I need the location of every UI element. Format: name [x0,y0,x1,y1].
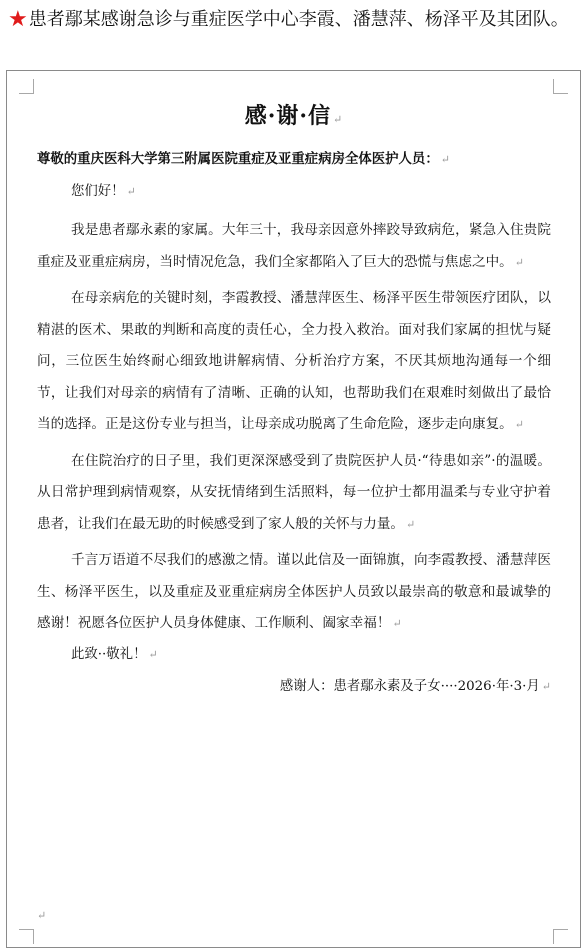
letter-paragraph: 千言万语道不尽我们的感激之情。谨以此信及一面锦旗，向李霞教授、潘慧萍医生、杨泽平医生，以及重症及亚重症病房全体医护人员致以最崇高的敬意和最诚挚的感谢！祝愿各位医护人员身体健康、工作顺利、阖家幸福！ ↵ [37,552,551,631]
letter-salutation: 尊敬的重庆医科大学第三附属医院重症及亚重症病房全体医护人员： ↵ [37,151,450,167]
news-headline [8,8,576,32]
letter-signature: 感谢人：患者鄢永素及子女····2026·年·3·月 ↵ [279,678,551,694]
letter-paragraph: 在住院治疗的日子里，我们更深深感受到了贵院医护人员·“待患如亲”·的温暖。从日常护理到病情观察，从安抚情绪到生活照料，每一位护士都用温柔与专业守护着患者，让我们在最无助的时候感受到了家人般的关怀与力量。 ↵ [37,452,551,532]
paragraph-mark-icon: ↵ [392,617,402,630]
paragraph-mark-icon: ↵ [126,185,136,198]
page-corner-mark [19,929,34,944]
paragraph-mark-icon: ↵ [148,647,158,661]
letter-body [37,101,551,697]
paragraph-mark-icon: ↵ [440,153,450,166]
page-corner-mark [553,79,568,94]
letter-paragraph: 我是患者鄢永素的家属。大年三十，我母亲因意外摔跤导致病危，紧急入住贵院重症及亚重症病房，当时情况危急，我们全家都陷入了巨大的恐慌与焦虑之中。 ↵ [37,222,551,270]
letter-paragraph: 在母亲病危的关键时刻，李霞教授、潘慧萍医生、杨泽平医生带领医疗团队，以精湛的医术、果敢的判断和高度的责任心，全力投入救治。面对我们家属的担忧与疑问，三位医生始终耐心细致地讲解病情、分析治疗方案，不厌其烦地沟通每一个细节，让我们对母亲的病情有了清晰、正确的认知，也帮助我们在艰难时刻做出了最恰当的选择。正是这份专业与担当，让母亲成功脱离了生命危险，逐步走向康复。 ↵ [37,290,551,432]
paragraph-mark-icon: ↵ [541,679,551,693]
paragraph-mark-icon: ↵ [333,113,344,126]
paragraph-mark-icon: ↵ [514,418,524,431]
document-page [6,70,581,948]
page-corner-mark [553,929,568,944]
paragraph-mark-icon: ↵ [514,255,524,269]
letter-title: 感·谢·信 ↵ [244,103,344,129]
paragraph-mark-icon: ↵ [37,909,47,922]
letter-greeting: 您们好！ ↵ [71,184,136,199]
red-star-icon: ★ [8,7,28,32]
page-corner-mark [19,79,34,94]
letter-closing: 此致··敬礼！ ↵ [71,646,158,662]
paragraph-mark-icon: ↵ [406,517,416,531]
headline-text: 患者鄢某感谢急诊与重症医学中心李霞、潘慧萍、杨泽平及其团队。 [28,9,569,30]
